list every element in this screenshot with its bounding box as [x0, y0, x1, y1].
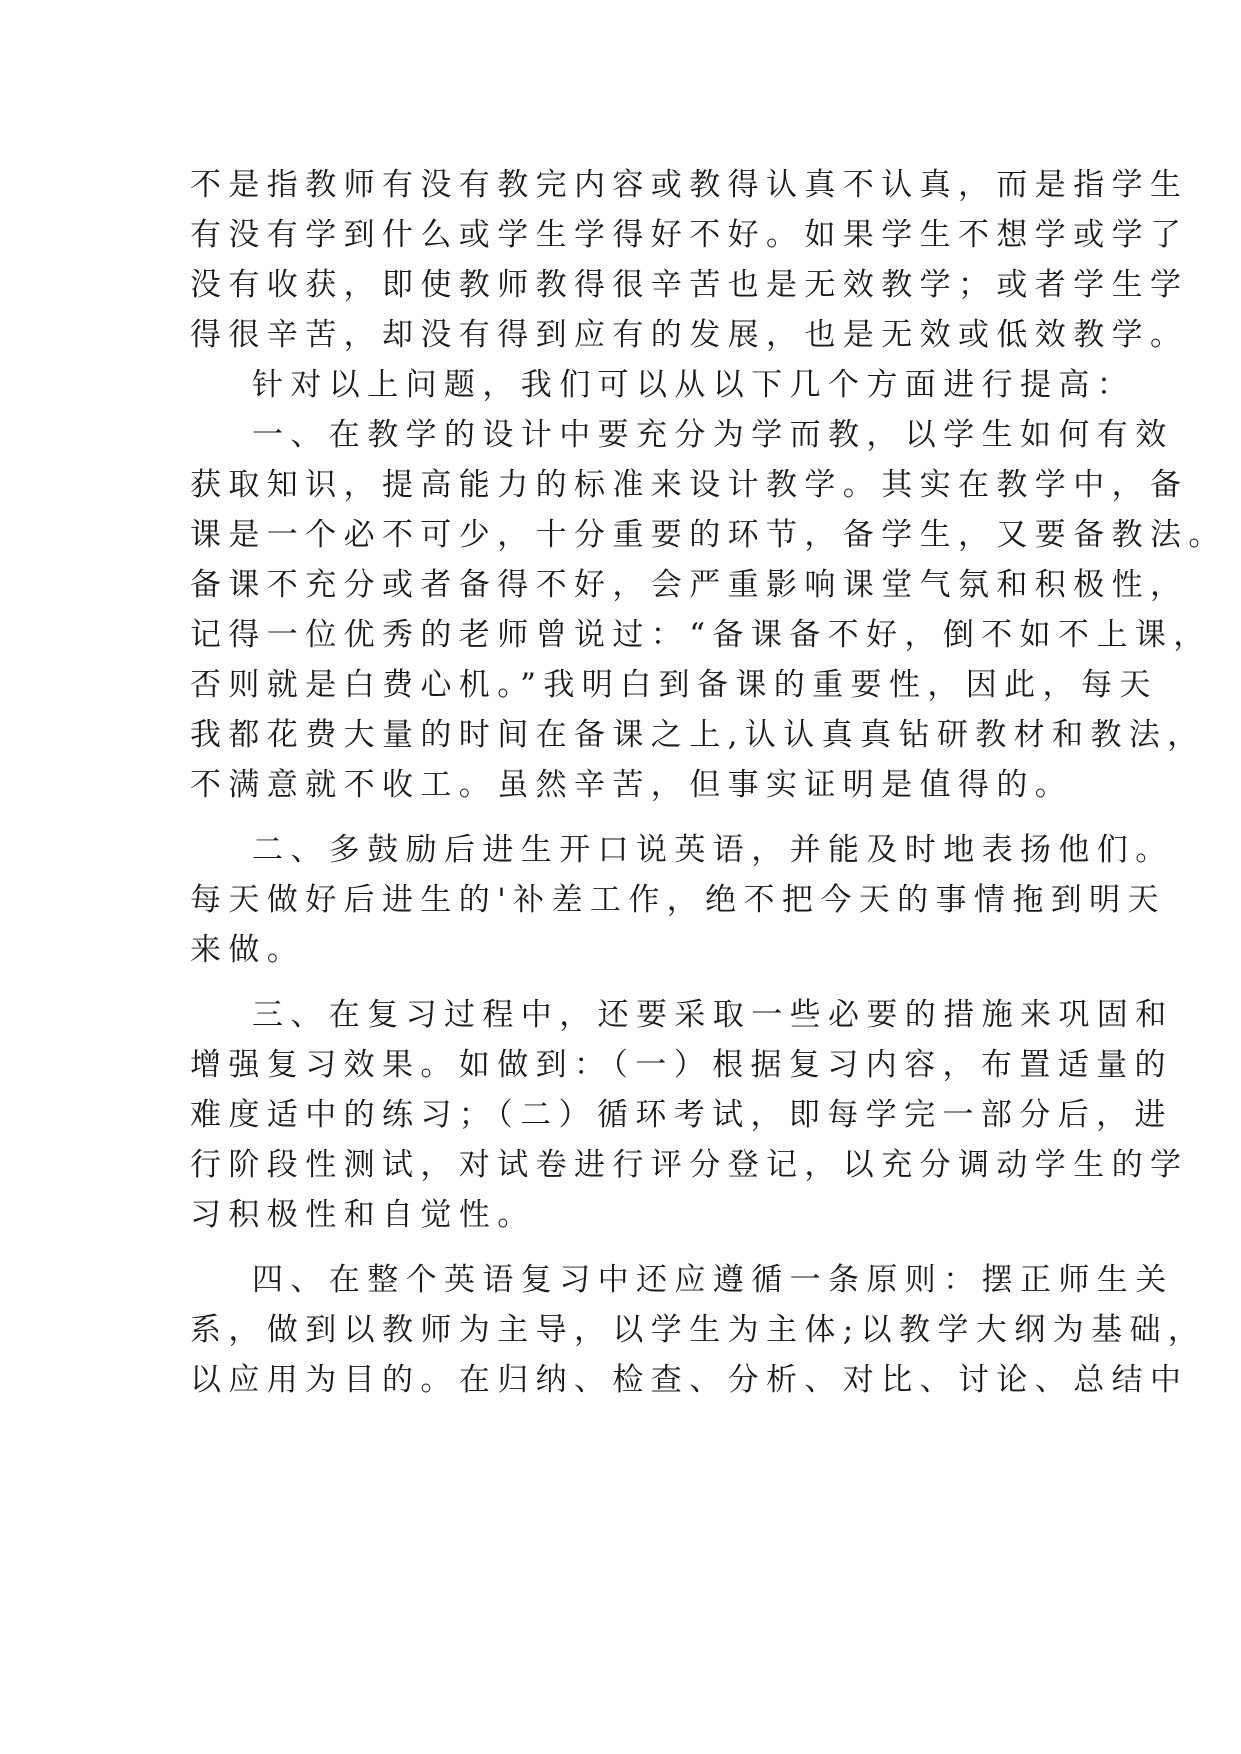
text-line: 没有收获，即使教师教得很辛苦也是无效教学；或者学生学: [190, 267, 1189, 303]
text-line: 系，做到以教师为主导，以学生为主体;以教学大纲为基础，: [190, 1312, 1207, 1348]
text-line: 记得一位优秀的老师曾说过：“备课备不好，倒不如不上课，: [190, 617, 1212, 653]
text-line: 得很辛苦，却没有得到应有的发展，也是无效或低效教学。: [190, 317, 1189, 353]
text-line: 行阶段性测试，对试卷进行评分登记，以充分调动学生的学: [190, 1147, 1189, 1183]
text-line: 课是一个必不可少，十分重要的环节，备学生，又要备教法。: [190, 517, 1227, 553]
text-line: 针对以上问题，我们可以从以下几个方面进行提高：: [252, 367, 1136, 403]
text-line: 四、在整个英语复习中还应遵循一条原则：摆正师生关: [252, 1262, 1174, 1298]
text-line: 否则就是白费心机。”我明白到备课的重要性，因此，每天: [190, 667, 1158, 703]
text-line: 不是指教师有没有教完内容或教得认真不认真，而是指学生: [190, 167, 1189, 203]
text-line: 不满意就不收工。虽然辛苦，但事实证明是值得的。: [190, 767, 1074, 803]
text-line: 来做。: [190, 932, 306, 968]
text-line: 每天做好后进生的'补差工作，绝不把今天的事情拖到明天: [190, 882, 1166, 918]
text-line: 二、多鼓励后进生开口说英语，并能及时地表扬他们。: [252, 832, 1174, 868]
text-line: 以应用为目的。在归纳、检查、分析、对比、讨论、总结中: [190, 1362, 1189, 1398]
text-line: 增强复习效果。如做到：（一）根据复习内容，布置适量的: [190, 1047, 1173, 1083]
text-line: 备课不充分或者备得不好，会严重影响课堂气氛和积极性，: [190, 567, 1189, 603]
text-line: 习积极性和自觉性。: [190, 1197, 536, 1233]
text-line: 我都花费大量的时间在备课之上,认认真真钻研教材和教法，: [190, 717, 1206, 753]
text-line: 三、在复习过程中，还要采取一些必要的措施来巩固和: [252, 997, 1174, 1033]
document-body: [190, 160, 1227, 1405]
text-line: 有没有学到什么或学生学得好不好。如果学生不想学或学了: [190, 217, 1189, 253]
text-line: 一、在教学的设计中要充分为学而教，以学生如何有效: [252, 417, 1174, 453]
text-line: 难度适中的练习；（二）循环考试，即每学完一部分后，进: [190, 1097, 1173, 1133]
text-line: 获取知识，提高能力的标准来设计教学。其实在教学中，备: [190, 467, 1189, 503]
